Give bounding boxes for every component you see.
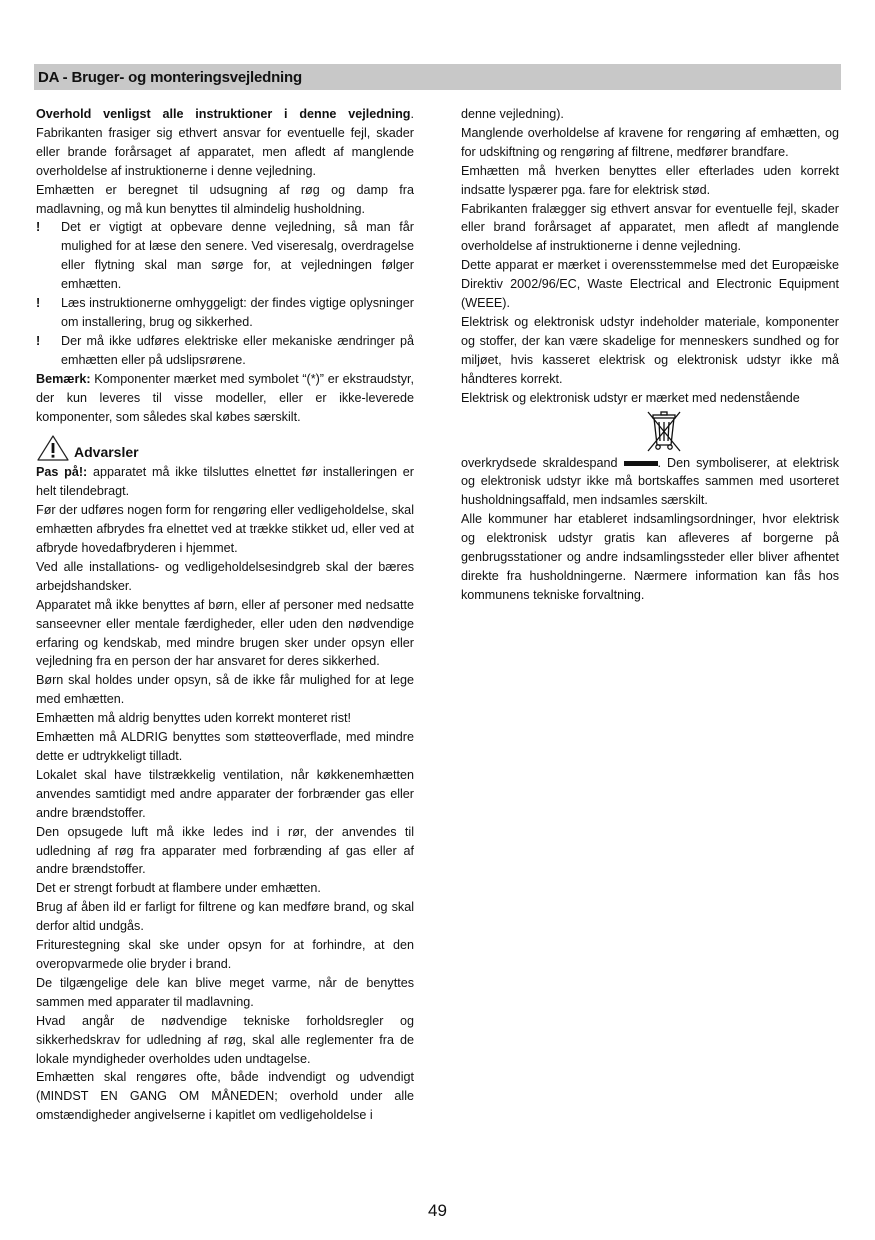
exclamation-bullet: ! [36,220,41,235]
bullet-text: Det er vigtigt at opbevare denne vejledning, så man får mulighed for at læse den senere. Ved viseresalg, overdragelse eller flytning skal man sørge for, at vejledningen følger emhætten. [61,220,414,292]
warning-paragraph: Emhætten må ALDRIG benyttes som støtteoverflade, med mindre dette er udtrykkeligt tilladt. [36,730,414,763]
warning-paragraph: Før der udføres nogen form for rengøring eller vedligeholdelse, skal emhætten afbrydes fra elnettet ved at trække stikket ud, eller ved at afbryde hovedafbryderen i hjemmet. [36,503,414,556]
weee-paragraph: Dette apparat er mærket i overensstemmelse med det Europæiske Direktiv 2002/96/EC, Waste Electrical and Electronic Equipment (WEEE). [461,258,839,311]
page-number: 49 [428,1201,447,1220]
warning-triangle-icon [36,434,70,462]
warning-paragraph: Hvad angår de nødvendige tekniske forholdsregler og sikkerhedskrav for udledning af røg, skal alle reglementer fra de lokale myndigheder overholdes uden undtagelse. [36,1013,414,1066]
bullet-item [36,218,414,294]
warning-paragraph: Lokalet skal have tilstrækkelig ventilation, når køkkenemhætten anvendes samtidigt med andre apparater der forbrænder gas eller andre brændstoffer. [36,767,414,820]
bullet-item [36,332,414,370]
weee-paragraph: Elektrisk og elektronisk udstyr er mærket med nedenstående [461,390,800,405]
warning-paragraph: Den opsugede luft må ikke ledes ind i rør, der anvendes til udledning af røg fra apparater med forbrænding af gas eller af andre brændstoffer. [36,824,414,877]
warning-paragraph: Emhætten må aldrig benyttes uden korrekt monteret rist! [36,711,351,726]
bullet-item [36,294,414,332]
note-text: Komponenter mærket med symbolet “(*)” er ekstraudstyr, der kun leveres til visse modeller, eller er ikke-leverede komponenter, som således skal købes særskilt. [36,371,414,424]
weee-paragraph: Elektrisk og elektronisk udstyr indeholder materiale, komponenter og stoffer, der kan være skadelige for menneskers sundhed og for miljøet, hvis kasseret elektrisk og elektronisk udstyr ikke må håndteres korrekt. [461,314,839,386]
continued-paragraph: denne vejledning). [461,107,564,121]
note-label: Bemærk: [36,371,91,386]
weee-paragraph [461,454,839,511]
caution-label: Pas på!: [36,465,88,480]
warnings-title: Advarsler [74,443,139,460]
weee-text-a: overkrydsede skraldespand [461,455,618,470]
intro-paragraph [36,105,414,181]
section-title: DA - Bruger- og monteringsvejledning [38,69,302,86]
bullet-text: Læs instruktionerne omhyggeligt: der findes vigtige oplysninger om installering, brug og sikkerhed. [61,296,414,329]
purpose-paragraph: Emhætten er beregnet til udsugning af røg og damp fra madlavning, og må kun benyttes til almindelig husholdning. [36,182,414,216]
weee-text-b: . Den symboliserer, at elektrisk og elektronisk udstyr ikke må bortskaffes sammen med usorteret husholdningsaffald, men indsamles særskilt. [461,455,839,508]
warning-paragraph: Brug af åben ild er farligt for filtrene og kan medføre brand, og skal derfor altid undgås. [36,900,414,934]
warning-paragraph: De tilgængelige dele kan blive meget varme, når de benyttes sammen med apparater til madlavning. [36,975,414,1009]
weee-symbol-area [461,408,839,454]
collection-paragraph: Alle kommuner har etableret indsamlingsordninger, hvor elektrisk og elektronisk udstyr gratis kan afleveres af borgerne på genbrugsstationer og andre indsamlingssteder eller bliver afhentet direkte fra husholdningerne. Nærmere information kan fås hos kommunens tekniske forvaltning. [461,512,839,602]
exclamation-bullet: ! [36,296,41,311]
warning-paragraph: Friturestegning skal ske under opsyn for at forhindre, at den overopvarmede olie bryder i brand. [36,938,414,971]
bullet-text: Der må ikke udføres elektriske eller mekaniske ændringer på emhætten eller på udslipsrørene. [61,333,414,367]
section-header-bar [34,64,841,90]
disclaimer-paragraph: Fabrikanten fralægger sig ethvert ansvar for eventuelle fejl, skader eller brand forårsaget af apparatet, men afledt af manglende overholdelse af instruktionerne i denne vejledning. [461,201,839,254]
warning-paragraph: Ved alle installations- og vedligeholdelsesindgreb skal der bæres arbejdshandsker. [36,559,414,593]
warning-paragraph: Børn skal holdes under opsyn, så de ikke får mulighed for at lege med emhætten. [36,673,414,707]
intro-bold: Overhold venligst alle instruktioner i denne vejledning [36,107,411,121]
left-column [36,105,414,1125]
black-bar-symbol [624,461,658,466]
right-column [461,105,839,605]
warning-paragraph: Apparatet må ikke benyttes af børn, eller af personer med nedsatte sanseevner eller mentale færdigheder, eller uden den nødvendige erfaring og kendskab, med mindre brugen sker under opsyn eller vejledning fra en person der har ansvaret for deres sikkerhed. [36,597,414,669]
warning-paragraph: Emhætten må hverken benyttes eller efterlades uden korrekt indsatte lyspærer pga. fare for elektrisk stød. [461,163,839,197]
warning-paragraph: Emhætten skal rengøres ofte, både indvendigt og udvendigt (MINDST EN GANG OM MÅNEDEN; overhold under alle omstændigheder angivelserne i kapitlet om vedligeholdelse i [36,1070,414,1123]
warning-paragraph: Det er strengt forbudt at flambere under emhætten. [36,881,321,896]
note-paragraph [36,370,414,427]
caution-paragraph [36,463,414,501]
caution-text: apparatet må ikke tilsluttes elnettet før installeringen er helt tilendebragt. [36,465,414,499]
intro-rest: . Fabrikanten frasiger sig ethvert ansvar for eventuelle fejl, skader eller brande forårsaget af apparatet, men afledt af manglende overholdelse af instruktionerne i denne vejledning. [36,107,414,178]
crossed-out-bin-icon [644,409,684,453]
exclamation-bullet: ! [36,333,41,348]
warnings-heading [36,433,414,462]
warning-paragraph: Manglende overholdelse af kravene for rengøring af emhætten, og for udskiftning og rengøring af filtrene, medfører brandfare. [461,125,839,159]
